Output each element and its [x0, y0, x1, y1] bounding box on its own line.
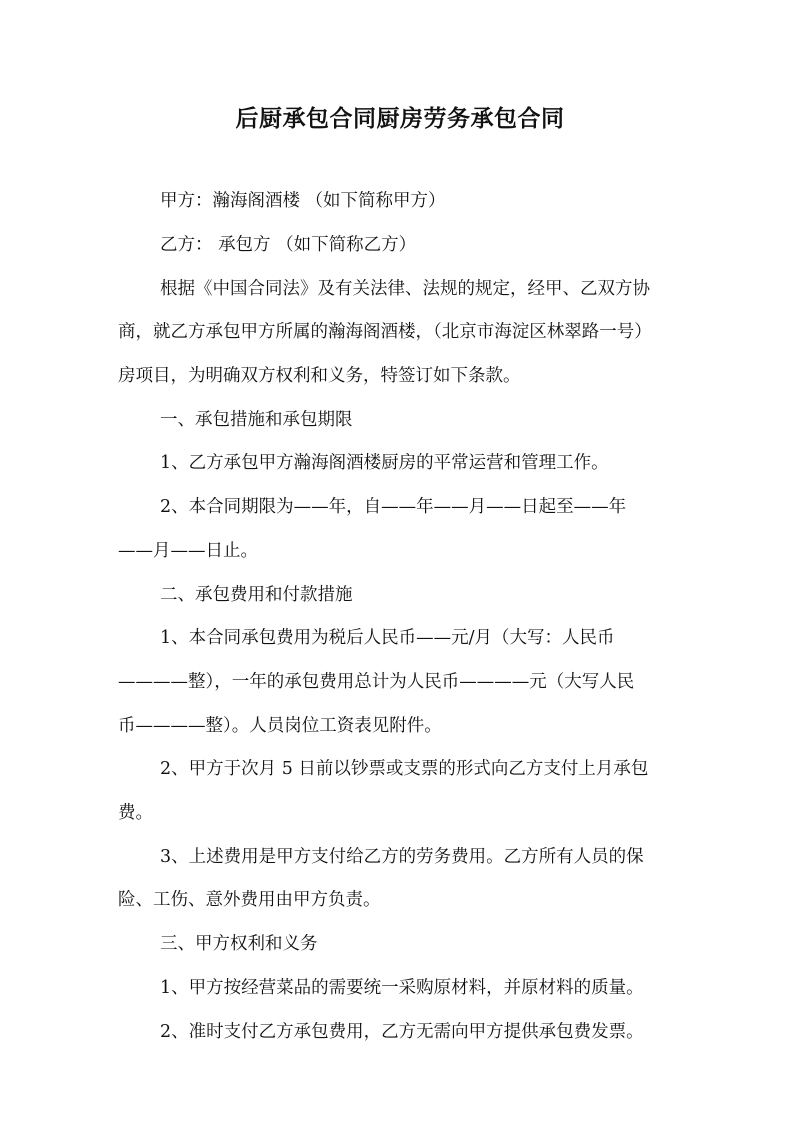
clause-line: 2、本合同期限为——年，自——年——月——日起至——年 — [160, 497, 627, 517]
clause-line: 1、本合同承包费用为税后人民币——元/月（大写：人民币 — [160, 628, 615, 648]
paragraph-line: 商，就乙方承包甲方所属的瀚海阁酒楼，（北京市海淀区林翠路一号） — [118, 322, 652, 342]
clause-line: 2、准时支付乙方承包费用，乙方无需向甲方提供承包费发票。 — [160, 1022, 644, 1042]
clause-line: 费。 — [118, 803, 153, 823]
paragraph-line: 根据《中国合同法》及有关法律、法规的规定，经甲、乙双方协 — [160, 279, 650, 299]
party-b-line: 乙方： 承包方 （如下简称乙方） — [160, 235, 417, 255]
clause-line: ————整），一年的承包费用总计为人民币————元（大写人民 — [118, 672, 635, 692]
clause-line: 1、甲方按经营菜品的需要统一采购原材料，并原材料的质量。 — [160, 978, 644, 998]
section-heading-3: 三、甲方权利和义务 — [160, 934, 318, 954]
clause-line: 1、乙方承包甲方瀚海阁酒楼厨房的平常运营和管理工作。 — [160, 453, 609, 473]
document-title: 后厨承包合同厨房劳务承包合同 — [235, 105, 565, 132]
clause-line: 3、上述费用是甲方支付给乙方的劳务费用。乙方所有人员的保 — [160, 847, 644, 867]
clause-line: 币————整）。人员岗位工资表见附件。 — [118, 716, 442, 736]
section-heading-1: 一、承包措施和承包期限 — [160, 410, 353, 430]
clause-line: ——月——日止。 — [118, 541, 258, 561]
clause-line: 险、工伤、意外费用由甲方负责。 — [118, 890, 381, 910]
party-a-line: 甲方：瀚海阁酒楼 （如下简称甲方） — [160, 191, 446, 211]
clause-line: 2、甲方于次月 5 日前以钞票或支票的形式向乙方支付上月承包 — [160, 759, 649, 779]
section-heading-2: 二、承包费用和付款措施 — [160, 585, 353, 605]
paragraph-line: 房项目，为明确双方权利和义务，特签订如下条款。 — [118, 366, 521, 386]
